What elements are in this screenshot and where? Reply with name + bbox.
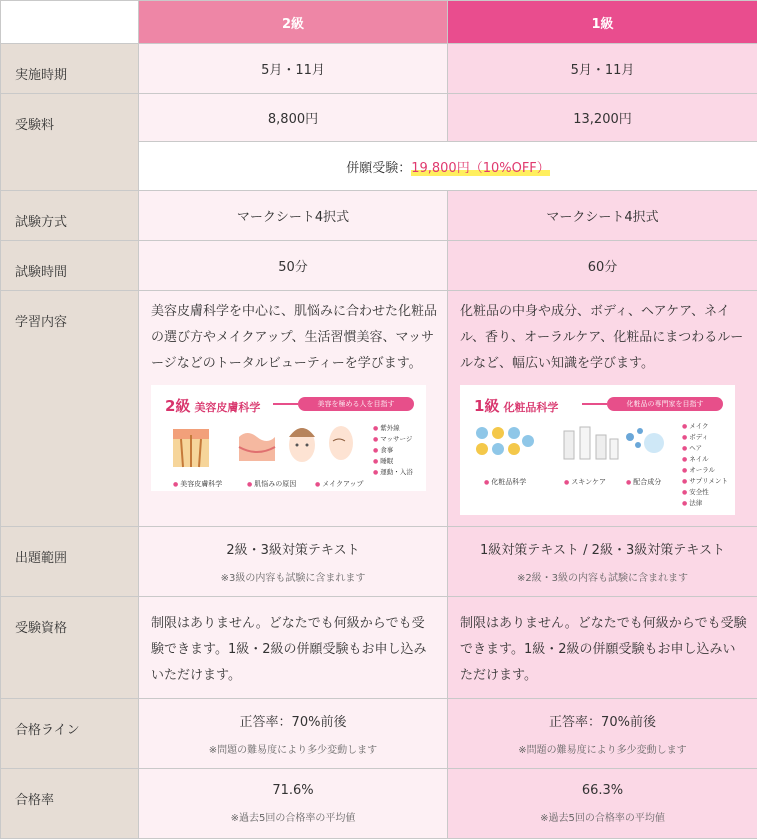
image2-tag: 美容を極める人を目指す [298, 397, 414, 411]
passline-grade2-text: 正答率：70%前後 [240, 715, 347, 730]
image2-list-item: ● マッサージ [373, 434, 413, 445]
image2-list [373, 423, 413, 478]
image2-caption-3: ● メイクアップ [315, 471, 363, 491]
passline-grade1-note: ※問題の難易度により多少変動します [449, 741, 756, 756]
passrate-grade1 [448, 769, 757, 839]
corner-cell [1, 1, 139, 44]
image2-line [273, 403, 298, 405]
image1-title: 1級 化粧品科学 [474, 393, 558, 421]
content-grade2 [139, 291, 448, 527]
label-scope: 出題範囲 [1, 527, 139, 597]
passline-grade2-note: ※問題の難易度により多少変動します [140, 741, 446, 756]
label-fee: 受験料 [1, 94, 139, 191]
image2-title: 2級 美容皮膚科学 [165, 393, 260, 421]
image1-list [682, 421, 728, 509]
content-grade2-text: 美容皮膚科学を中心に、肌悩みに合わせた化粧品の選び方やメイクアップ、生活習慣美容、マッサージなどのトータルビューティーを学びます。 [151, 299, 437, 377]
period-grade1: 5月・11月 [448, 44, 757, 94]
passrate-grade2-text: 71.6% [272, 783, 313, 798]
skincare-bottles-icon [560, 425, 620, 461]
label-content: 学習内容 [1, 291, 139, 527]
image1-list-item: ● サプリメント [682, 476, 728, 487]
image1-list-item: ● オーラル [682, 465, 728, 476]
image1-caption-1: ● 化粧品科学 [484, 469, 526, 496]
passrate-grade1-note: ※過去5回の合格率の平均値 [449, 809, 756, 824]
label-period: 実施時期 [1, 44, 139, 94]
period-grade2: 5月・11月 [139, 44, 448, 94]
content-grade1 [448, 291, 757, 527]
passrate-grade2 [139, 769, 448, 839]
image2-list-item: ● 運動・入浴 [373, 467, 413, 478]
scope-grade1-note: ※2級・3級の内容も試験に含まれます [449, 569, 756, 584]
combo-fee-value: 19,800円（10%OFF） [411, 161, 550, 176]
ingredient-drops-icon [620, 425, 666, 461]
label-passline: 合格ライン [1, 699, 139, 769]
fee-grade1: 13,200円 [448, 94, 757, 142]
fee-grade2: 8,800円 [139, 94, 448, 142]
image1-list-item: ● メイク [682, 421, 728, 432]
method-grade1: マークシート4択式 [448, 191, 757, 241]
molecule-grid-icon [474, 425, 536, 461]
image1-list-item: ● ネイル [682, 454, 728, 465]
scope-grade2 [139, 527, 448, 597]
image1-list-item: ● ボディ [682, 432, 728, 443]
face-icon [285, 423, 319, 467]
passline-grade2 [139, 699, 448, 769]
image1-tag: 化粧品の専門家を目指す [607, 397, 723, 411]
qualification-grade2: 制限はありません。どなたでも何級からでも受験できます。1級・2級の併願受験もお申し込みいただけます。 [139, 597, 448, 699]
scope-grade1 [448, 527, 757, 597]
passline-grade1 [448, 699, 757, 769]
image1-caption-3: ● 配合成分 [626, 469, 661, 496]
image1-caption-2: ● スキンケア [564, 469, 606, 496]
combo-fee-prefix: 併願受験： [346, 161, 411, 176]
image1-list-item: ● ヘア [682, 443, 728, 454]
scope-grade2-note: ※3級の内容も試験に含まれます [140, 569, 446, 584]
passrate-grade1-text: 66.3% [582, 783, 623, 798]
label-method: 試験方式 [1, 191, 139, 241]
skin-layer-icon [171, 425, 211, 469]
image1-line [582, 403, 607, 405]
time-grade1: 60分 [448, 241, 757, 291]
image2-caption-1: ● 美容皮膚科学 [173, 471, 222, 491]
content-grade1-text: 化粧品の中身や成分、ボディ、ヘアケア、ネイル、香り、オーラルケア、化粧品にまつわるルールなど、幅広い知識を学びます。 [460, 299, 747, 377]
image2-list-item: ● 食事 [373, 445, 413, 456]
beauty-dermatology-illustration [151, 385, 426, 491]
combo-fee [139, 142, 757, 191]
cosmetic-science-illustration [460, 385, 735, 515]
passline-grade1-text: 正答率：70%前後 [549, 715, 656, 730]
image1-list-item: ● 安全性 [682, 487, 728, 498]
image2-caption-2: ● 肌悩みの原因 [247, 471, 296, 491]
image1-list-item: ● 法律 [682, 498, 728, 509]
header-grade2: 2級 [139, 1, 448, 44]
image2-list-item: ● 睡眠 [373, 456, 413, 467]
time-grade2: 50分 [139, 241, 448, 291]
method-grade2: マークシート4択式 [139, 191, 448, 241]
label-qualification: 受験資格 [1, 597, 139, 699]
image2-list-item: ● 紫外線 [373, 423, 413, 434]
qualification-grade1: 制限はありません。どなたでも何級からでも受験できます。1級・2級の併願受験もお申し込みいただけます。 [448, 597, 757, 699]
label-time: 試験時間 [1, 241, 139, 291]
passrate-grade2-note: ※過去5回の合格率の平均値 [140, 809, 446, 824]
label-passrate: 合格率 [1, 769, 139, 839]
header-grade1: 1級 [448, 1, 757, 44]
makeup-face-icon [327, 423, 355, 463]
scope-grade1-text: 1級対策テキスト / 2級・3級対策テキスト [480, 543, 725, 558]
skin-trouble-icon [237, 427, 277, 463]
scope-grade2-text: 2級・3級対策テキスト [226, 543, 359, 558]
